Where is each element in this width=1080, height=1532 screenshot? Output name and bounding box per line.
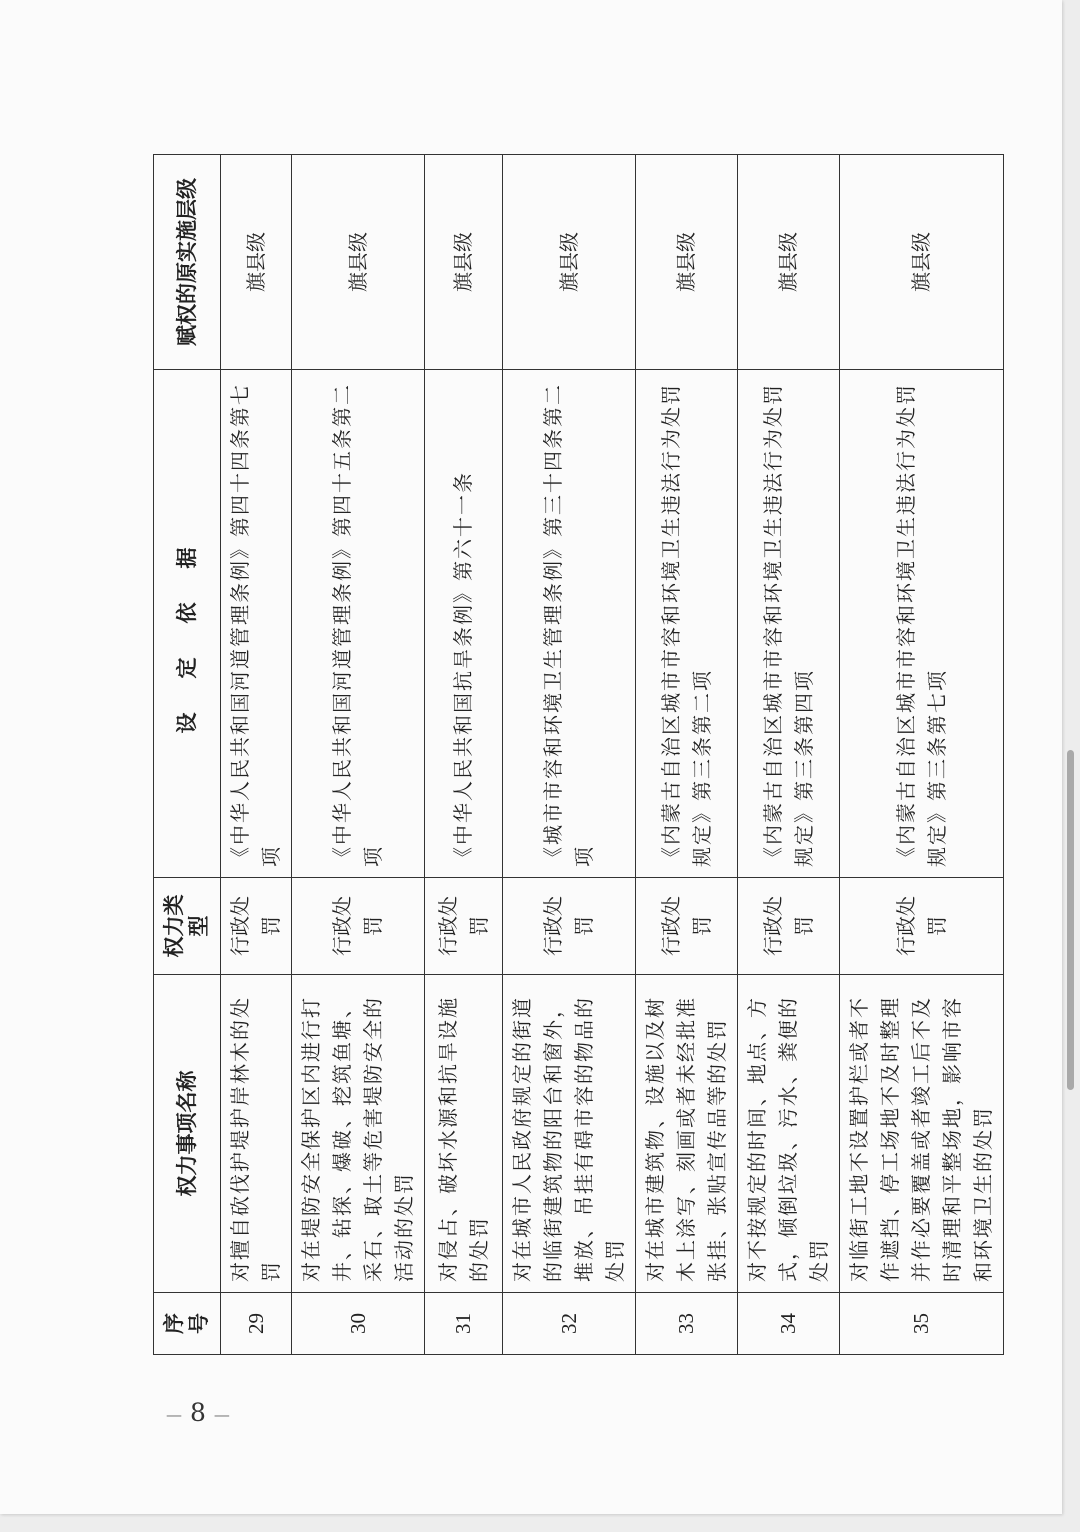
table-row	[503, 155, 636, 1355]
table-row	[738, 155, 840, 1355]
table-row	[221, 155, 292, 1355]
power-type: 行政处罚	[840, 878, 1004, 975]
legal-basis: 《中华人民共和国抗旱条例》第六十一条	[425, 370, 503, 878]
table-row	[425, 155, 503, 1355]
row-number: 33	[636, 1293, 738, 1355]
legal-basis: 《内蒙古自治区城市市容和环境卫生违法行为处罚规定》第三条第二项	[636, 370, 738, 878]
row-number: 34	[738, 1293, 840, 1355]
legal-basis: 《内蒙古自治区城市市容和环境卫生违法行为处罚规定》第三条第七项	[840, 370, 1004, 878]
table-row	[840, 155, 1004, 1355]
power-item-name: 对不按规定的时间、地点、方式，倾倒垃圾、污水、粪便的处罚	[738, 975, 840, 1293]
power-type: 行政处罚	[292, 878, 425, 975]
implementation-level: 旗县级	[221, 155, 292, 370]
power-items-table	[153, 154, 1004, 1355]
row-number: 35	[840, 1293, 1004, 1355]
power-item-name: 对侵占、破坏水源和抗旱设施的处罚	[425, 975, 503, 1293]
legal-basis: 《中华人民共和国河道管理条例》第四十四条第七项	[221, 370, 292, 878]
power-type: 行政处罚	[503, 878, 636, 975]
header-name: 权力事项名称	[154, 975, 221, 1293]
legal-basis: 《中华人民共和国河道管理条例》第四十五条第二项	[292, 370, 425, 878]
power-type: 行政处罚	[738, 878, 840, 975]
header-num: 序号	[154, 1293, 221, 1355]
page-number	[166, 1398, 230, 1427]
page-number-dash-left: —	[166, 1405, 182, 1424]
implementation-level: 旗县级	[738, 155, 840, 370]
table-row	[292, 155, 425, 1355]
page-number-dash-right: —	[213, 1405, 230, 1424]
power-item-name: 对在堤防安全保护区内进行打井、钻探、爆破、挖筑鱼塘、采石、取土等危害堤防安全的活动的处罚	[292, 975, 425, 1293]
legal-basis: 《城市市容和环境卫生管理条例》第三十四条第二项	[503, 370, 636, 878]
implementation-level: 旗县级	[503, 155, 636, 370]
header-type: 权力类型	[154, 878, 221, 975]
power-type: 行政处罚	[425, 878, 503, 975]
row-number: 30	[292, 1293, 425, 1355]
power-item-name: 对在城市建筑物、设施以及树木上涂写、刻画或者未经批准张挂、张贴宣传品等的处罚	[636, 975, 738, 1293]
power-item-name: 对临街工地不设置护栏或者不作遮挡、停工场地不及时整理并作必要覆盖或者竣工后不及时清理和平整场地，影响市容和环境卫生的处罚	[840, 975, 1004, 1293]
scrollbar[interactable]	[1067, 750, 1074, 1090]
row-number: 32	[503, 1293, 636, 1355]
legal-basis: 《内蒙古自治区城市市容和环境卫生违法行为处罚规定》第三条第四项	[738, 370, 840, 878]
row-number: 31	[425, 1293, 503, 1355]
table-row	[636, 155, 738, 1355]
power-item-name: 对在城市人民政府规定的街道的临街建筑物的阳台和窗外，堆放、吊挂有碍市容的物品的处罚	[503, 975, 636, 1293]
rotated-table-container	[153, 155, 995, 1355]
header-basis: 设定依据	[154, 370, 221, 878]
power-type: 行政处罚	[636, 878, 738, 975]
table-header-row	[154, 155, 221, 1355]
page-number-value: 8	[189, 1398, 206, 1427]
implementation-level: 旗县级	[425, 155, 503, 370]
row-number: 29	[221, 1293, 292, 1355]
implementation-level: 旗县级	[292, 155, 425, 370]
implementation-level: 旗县级	[840, 155, 1004, 370]
implementation-level: 旗县级	[636, 155, 738, 370]
power-item-name: 对擅自砍伐护堤护岸林木的处罚	[221, 975, 292, 1293]
header-level: 赋权的原实施层级	[154, 155, 221, 370]
power-type: 行政处罚	[221, 878, 292, 975]
